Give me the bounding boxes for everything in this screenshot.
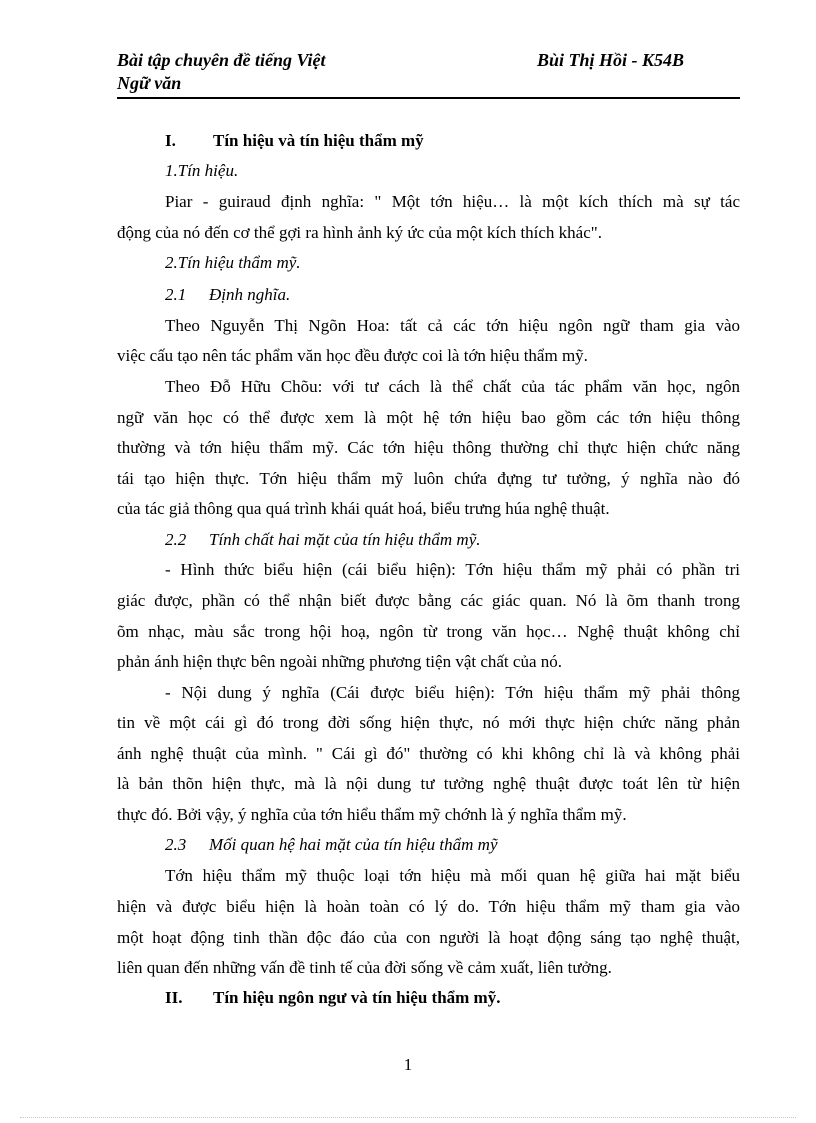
paragraph-line: - Nội dung ý nghĩa (Cái được biểu hiện): Tớn hiệu thẩm mỹ phải thông [165,683,740,702]
page-boundary-divider [20,1117,796,1118]
subheading: 1.Tín hiệu. [165,161,239,180]
subsection-heading [165,525,740,555]
paragraph-line: tái tạo hiện thực. Tớn hiệu thẩm mỹ luôn chứa đựng tư tưởng, ý nghĩa nào đó [117,469,740,488]
paragraph-line: õm nhạc, màu sắc trong hội hoạ, ngôn từ trong văn học… Nghệ thuật không chỉ [117,622,740,641]
paragraph-line: ánh nghệ thuật của mình. " Cái gì đó" thường có khi không chỉ là và không phải [117,744,740,763]
header-author: Bùi Thị Hồi - K54B [537,50,685,70]
subsection-heading [165,830,740,860]
paragraph-line: là bản thõn hiện thực, mà là nội dung tư tưởng nghệ thuật được toát lên từ hiện [117,774,740,793]
paragraph-line: thực đó. Bởi vậy, ý nghĩa của tớn hiểu thẩm mỹ chớnh là ý nghĩa thẩm mỹ. [117,805,627,824]
subsection-title: Định nghĩa. [209,285,291,304]
paragraph-line: Piar - guiraud định nghĩa: " Một tớn hiệu… là một kích thích mà sự tác [165,192,740,211]
paragraph-line: Theo Đỗ Hữu Chõu: với tư cách là thể chất của tác phẩm văn học, ngôn [165,377,740,396]
paragraph-line: liên quan đến những vấn đề tinh tế của đời sống về cảm xuất, liên tưởng. [117,958,612,977]
subsection-heading [165,280,740,310]
section-number: I. [165,131,176,150]
paragraph-line: - Hình thức biểu hiện (cái biểu hiện): Tớn hiệu thẩm mỹ phải có phần tri [165,560,740,579]
paragraph-line: hiện và được biểu hiện là hoàn toàn có lý do. Tớn hiệu thẩm mỹ tham gia vào [117,897,740,916]
page-number: 1 [403,1055,413,1074]
header-course-title: Bài tập chuyên đề tiếng Việt [117,50,326,70]
paragraph-line: giác được, phần có thể nhận biết được bằng các giác quan. Nó là õm thanh trong [117,591,740,610]
paragraph-line: một hoạt động tinh thần độc đáo của con người là hoạt động sáng tạo nghệ thuật, [117,928,740,947]
paragraph-line: việc cấu tạo nên tác phẩm văn học đều được coi là tớn hiệu thẩm mỹ. [117,346,588,365]
paragraph-line: động của nó đến cơ thể gợi ra hình ảnh ký ức của một kích thích khác". [117,223,602,242]
section-heading-1 [165,126,740,156]
section-number: II. [165,988,183,1007]
subsection-number: 2.3 [165,835,187,854]
paragraph-line: của tác giả thông qua quá trình khái quát hoá, biểu trưng húa nghệ thuật. [117,499,610,518]
subsection-number: 2.1 [165,285,187,304]
paragraph-line: Tớn hiệu thẩm mỹ thuộc loại tớn hiệu mà mối quan hệ giữa hai mặt biểu [165,866,740,885]
header-subject: Ngữ văn [117,73,182,93]
subheading: 2.Tín hiệu thẩm mỹ. [165,253,301,272]
subsection-title: Tính chất hai mặt của tín hiệu thẩm mỹ. [209,530,481,549]
paragraph-line: Theo Nguyễn Thị Ngõn Hoa: tất cả các tớn hiệu ngôn ngữ tham gia vào [165,316,740,335]
section-heading-2 [165,983,740,1013]
paragraph-line: phản ánh hiện thực bên ngoài những phương tiện vật chất của nó. [117,652,562,671]
paragraph-line: tin về một cái gì đó trong đời sống hiện thực, nó mới thực hiện chức năng phản [117,713,740,732]
paragraph-line: ngữ văn học có thể được xem là một hệ tớn hiệu bao gồm các tớn hiệu thông [117,408,740,427]
subsection-number: 2.2 [165,530,187,549]
subsection-title: Mối quan hệ hai mặt của tín hiệu thẩm mỹ [209,835,498,854]
section-title: Tín hiệu và tín hiệu thẩm mỹ [213,131,424,150]
paragraph-line: thường và tớn hiệu thẩm mỹ. Các tớn hiệu thông thường chỉ thực hiện chức năng [117,438,740,457]
section-title: Tín hiệu ngôn ngư và tín hiệu thẩm mỹ. [213,988,501,1007]
page-header [117,47,740,99]
